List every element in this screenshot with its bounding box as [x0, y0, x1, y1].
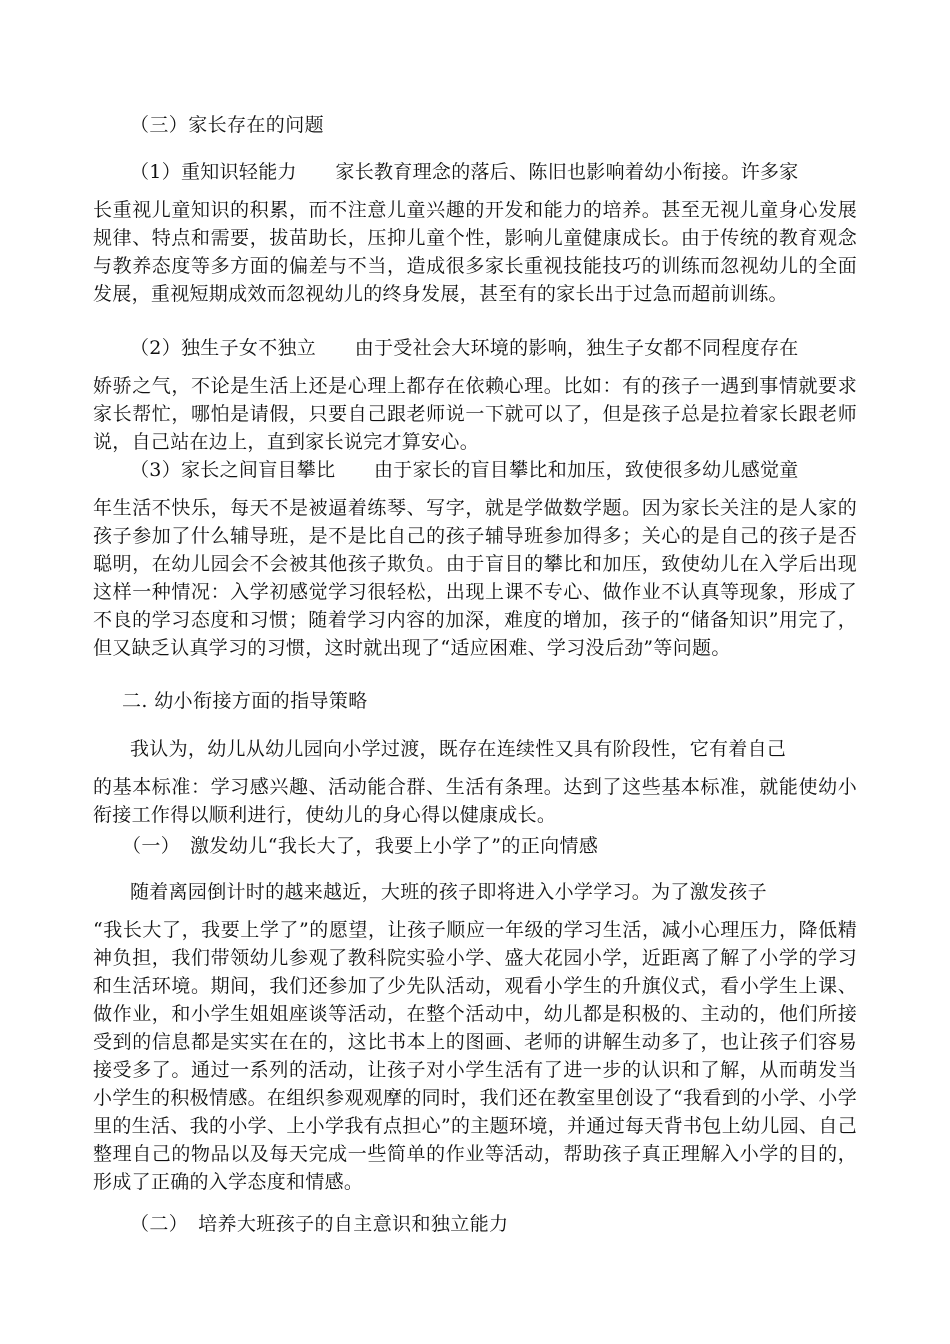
paragraph-body: 长重视儿童知识的积累，而不注意儿童兴趣的开发和能力的培养。甚至无视儿童身心发展规律、特点和需要，拔苗助长，压抑儿童个性，影响儿童健康成长。由于传统的教育观念与教养态度等多方面的偏差与不当，造成很多家长重视技能技巧的训练而忽视幼儿的全面发展，重视短期成效而忽视幼儿的终身发展，甚至有的家长出于过急而超前训练。: [93, 199, 857, 305]
paragraph-body: 年生活不快乐，每天不是被逼着练琴、写字，就是学做数学题。因为家长关注的是人家的孩子参加了什么辅导班，是不是比自己的孩子辅导班参加得多；关心的是自己的孩子是否聪明，在幼儿园会不会被其他孩子欺负。由于盲目的攀比和加压，致使幼儿在入学后出现这样一种情况：入学初感觉学习很轻松，出现上课不专心、做作业不认真等现象，形成了不良的学习态度和习惯；随着学习内容的加深，难度的增加，孩子的“储备知识”用完了，但又缺乏认真学习的习惯，这时就出现了“适应困难、学习没后劲”等问题。: [93, 497, 857, 659]
section-heading-strategy: 二. 幼小衔接方面的指导策略: [122, 690, 368, 712]
subsection-heading-two: （二） 培养大班孩子的自主意识和独立能力: [130, 1213, 509, 1235]
paragraph-body: 的基本标准：学习感兴趣、活动能合群、生活有条理。达到了这些基本标准，就能使幼小衔接工作得以顺利进行，使幼儿的身心得以健康成长。: [93, 776, 857, 826]
paragraph-only-child: [93, 334, 857, 456]
paragraph-first-line: 随着离园倒计时的越来越近，大班的孩子即将进入小学学习。为了激发孩子: [130, 881, 767, 903]
paragraph-body: “我长大了，我要上学了”的愿望，让孩子顺应一年级的学习生活，减小心理压力，降低精神负担，我们带领幼儿参观了教科院实验小学、盛大花园小学，近距离了解了小学的学习和生活环境。期间，我们还参加了少先队活动，观看小学生的升旗仪式，看小学生上课、做作业，和小学生姐姐座谈等活动，在整个活动中，幼儿都是积极的、主动的，他们所接受到的信息都是实实在在的，这比书本上的图画、老师的讲解生动多了，也让孩子们容易接受多了。通过一系列的活动，让孩子对小学生活有了进一步的认识和了解，从而萌发当小学生的积极情感。在组织参观观摩的同时，我们还在教室里创设了“我看到的小学、小学里的生活、我的小学、上小学我有点担心”的主题环境，并通过每天背书包上幼儿园、自己整理自己的物品以及每天完成一些简单的作业等活动，帮助孩子真正理解入小学的目的，形成了正确的入学态度和情感。: [93, 919, 857, 1193]
section-heading-parents-problems: （三）家长存在的问题: [130, 114, 325, 136]
paragraph-knowledge-over-ability: [93, 158, 857, 308]
paragraph-body: 娇骄之气，不论是生活上还是心理上都存在依赖心理。比如：有的孩子一遇到事情就要求家长帮忙，哪怕是请假，只要自己跟老师说一下就可以了，但是孩子总是拉着家长跟老师说，自己站在边上，直到家长说完才算安心。: [93, 375, 857, 453]
paragraph-blind-comparison: [93, 456, 857, 662]
paragraph-first-line: （1）重知识轻能力 家长教育理念的落后、陈旧也影响着幼小衔接。许多家: [130, 161, 799, 183]
paragraph-first-line: （3）家长之间盲目攀比 由于家长的盲目攀比和加压，致使很多幼儿感觉童: [130, 459, 799, 481]
paragraph-positive-emotion: [93, 878, 857, 1196]
subsection-heading-one: （一） 激发幼儿“我长大了，我要上小学了”的正向情感: [122, 835, 599, 857]
paragraph-basic-standards: [93, 735, 857, 829]
paragraph-first-line: （2）独生子女不独立 由于受社会大环境的影响，独生子女都不同程度存在: [130, 337, 799, 359]
paragraph-first-line: 我认为，幼儿从幼儿园向小学过渡，既存在连续性又具有阶段性，它有着自己: [130, 738, 787, 760]
